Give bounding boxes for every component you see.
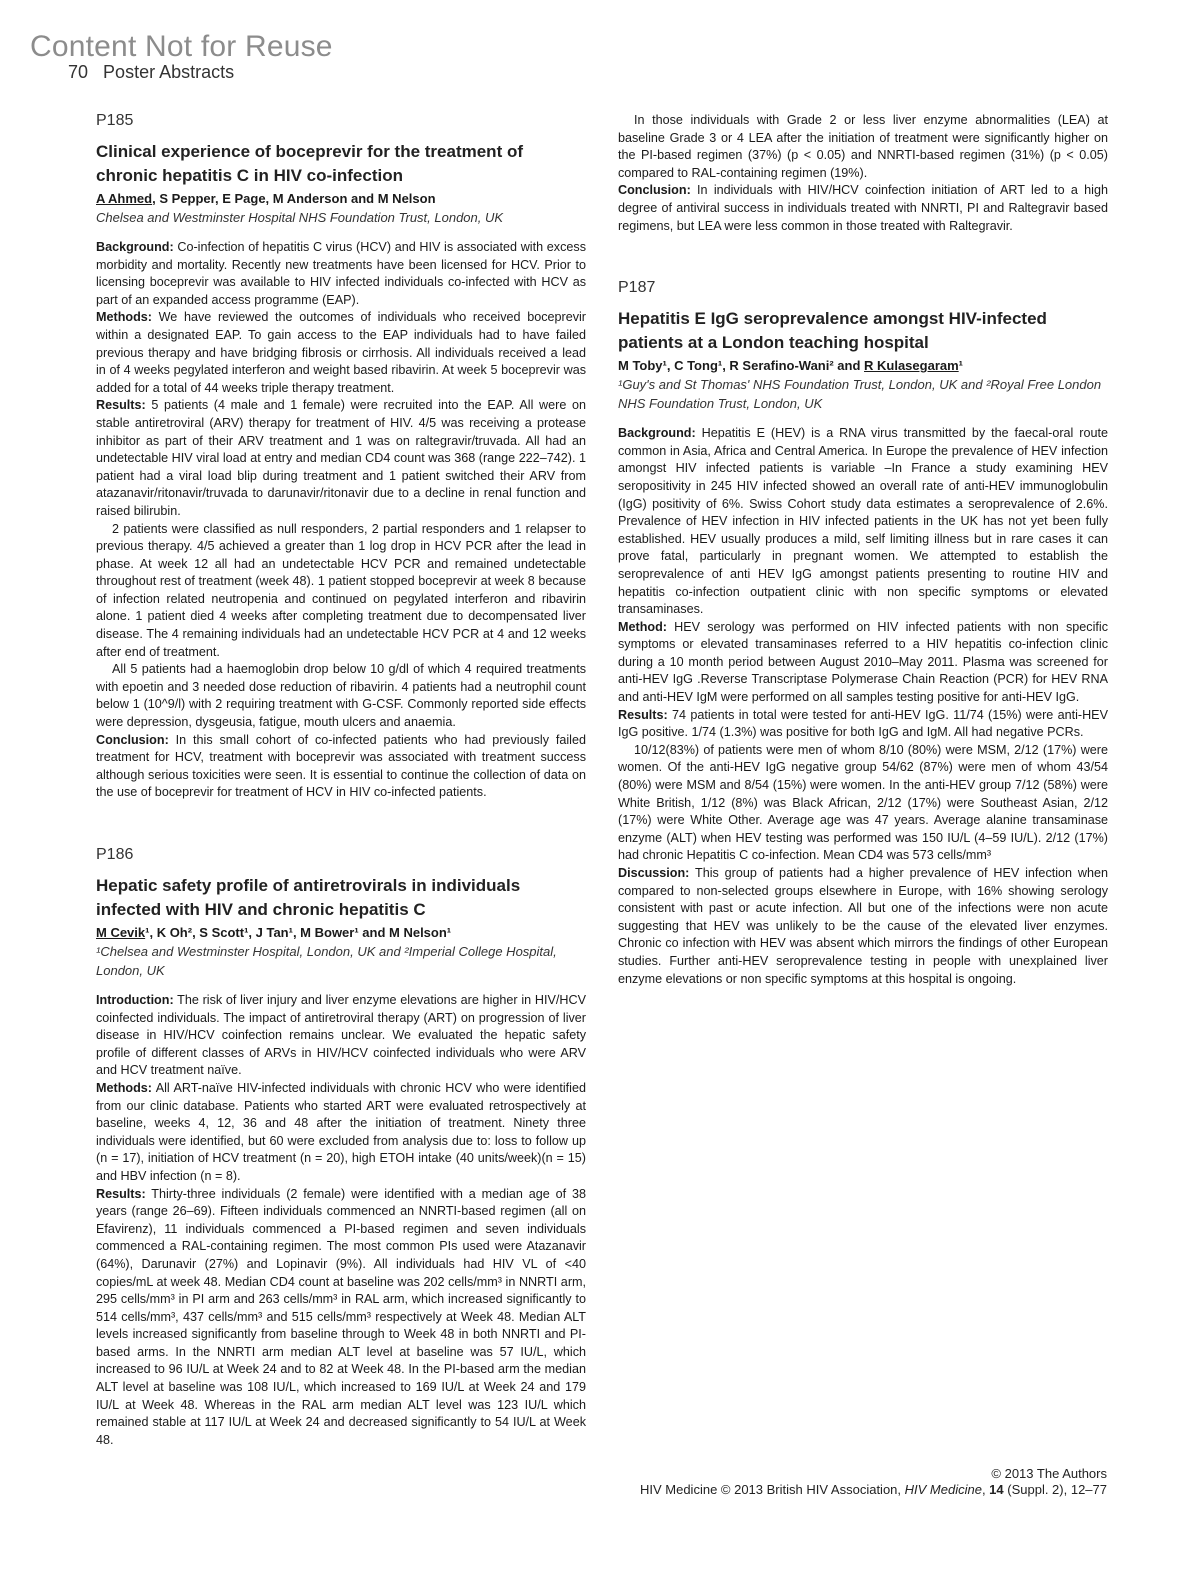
- section-results: [96, 397, 586, 520]
- section-results: [618, 707, 1108, 742]
- section-label: Methods:: [96, 1080, 152, 1095]
- section-label: Results:: [618, 707, 668, 722]
- issue-pages: (Suppl. 2), 12–77: [1003, 1482, 1107, 1497]
- section-label: Background:: [618, 426, 696, 441]
- section-text: We have reviewed the outcomes of individuals who received boceprevir within a designated EAP. To gain access to the EAP individuals had to have failed previous therapy and have bridging fibrosis or cirrhosis. All individuals received a lead in of 4 weeks pegylated interferon and weight based ribavirin. At week 5 boceprevir was added for a total of 44 weeks triple therapy treatment.: [96, 310, 586, 395]
- journal-citation: HIV Medicine © 2013 British HIV Association, HIV Medicine, 14 (Suppl. 2), 12–77: [639, 1482, 1107, 1497]
- section-title: Poster Abstracts: [103, 62, 235, 82]
- affiliation: Chelsea and Westminster Hospital NHS Foundation Trust, London, UK: [96, 210, 504, 225]
- abstract-id: P186: [96, 846, 134, 863]
- results-paragraph: 2 patients were classified as null responders, 2 partial responders and 1 relapser to previous therapy. 4/5 achieved a greater than 1 log drop in HCV PCR after the lead in phase. At week 12 all had an undetectable HCV PCR and remained undetectable throughout rest of treatment (week 48). 1 patient stopped boceprevir at week 8 because of infection related neutropenia and continued on pegylated interferon and ribavirin alone. 1 patient died 4 weeks after completing treatment due to decompensated liver disease. The 4 remaining individuals had an undetectable HCV PCR at 4 and 12 weeks after end of treatment.: [96, 521, 586, 659]
- running-head: [68, 62, 234, 83]
- section-text: Thirty-three individuals (2 female) were identified with a median age of 38 years (range 26–69). Fifteen individuals commenced an NNRTI-based regimen (all on Efavirenz), 11 individuals commenced a PI-based regimen and seven individuals commenced a RAL-containing regimen. The most common PIs used were Atazanavir (64%), Darunavir (27%) and Lopinavir (9%). All individuals had HIV VL of <40 copies/mL at week 48. Median CD4 count at baseline was 202 cells/mm³ in NNRTI arm, 295 cells/mm³ in PI arm and 263 cells/mm³ in RAL arm, which increased significantly to 514 cells/mm³, 437 cells/mm³ and 515 cells/mm³ respectively at Week 48. Median ALT levels increased significantly from baseline through to Week 48 in both NNRTI and PI-based arms. In the NNRTI arm median ALT level at baseline was 57 IU/L, which increased to 96 IU/L at Week 24 and to 82 at Week 48. In the PI-based arm the median ALT level at baseline was 108 IU/L, which increased to 169 IU/L at Week 24 and 179 IU/L at Week 48. Whereas in the RAL arm median ALT level was 123 IU/L which remained stable at 117 IU/L at Week 24 and decreased significantly to 54 IU/L at Week 48.: [96, 1186, 586, 1447]
- abstract-title: Hepatitis E IgG seroprevalence amongst HIV-infected patients at a London teaching hospital: [618, 309, 1047, 353]
- co-authors: ¹, K Oh², S Scott¹, J Tan¹, M Bower¹ and M Nelson¹: [145, 925, 452, 940]
- section-method: [618, 619, 1108, 707]
- abstract-id: P187: [618, 279, 656, 297]
- section-text: Co-infection of hepatitis C virus (HCV) and HIV is associated with excess morbidity and mortality. Recently new treatments have been licensed for HCV. Prior to licensing boceprevir was available to HIV infected individuals co-infected with HCV as part of an expanded access programme (EAP).: [96, 240, 586, 307]
- section-label: Conclusion:: [618, 183, 691, 198]
- results-paragraph: All 5 patients had a haemoglobin drop below 10 g/dl of which 4 required treatments with epoetin and 3 needed dose reduction of ribavirin. 4 patients had a neutrophil count below 1 (10^9/l) with 2 requiring treatment with G-CSF. Commonly reported side effects were depression, dysgeusia, fatigue, mouth ulcers and anaemia.: [96, 662, 586, 730]
- citation-prefix: HIV Medicine © 2013 British HIV Association,: [639, 1482, 905, 1497]
- section-text: All ART-naïve HIV-infected individuals with chronic HCV who were identified from our clinic database. Patients who started ART were evaluated retrospectively at baseline, weeks 4, 12, 36 and 48 after the initiation of treatment. Ninety three individuals were identified, but 60 were excluded from analysis due to: loss to follow up (n = 17), initiation of HCV treatment (n = 20), high ETOH intake (40 units/week)(n = 15) and HBV infection (n = 8).: [96, 1080, 586, 1183]
- co-authors: , S Pepper, E Page, M Anderson and M Nelson: [152, 191, 436, 206]
- right-column: [618, 112, 1108, 1032]
- section-text: The risk of liver injury and liver enzyme elevations are higher in HIV/HCV coinfected individuals. The impact of antiretroviral therapy (ART) on progression of liver disease in HIV/HCV coinfection remains unclear. We evaluated the hepatic safety profile of different classes of ARVs in HIV/HCV coinfected individuals who were ARV and HCV treatment naïve.: [96, 993, 586, 1078]
- journal-name: HIV Medicine: [904, 1482, 982, 1497]
- author-affiliation-mark: ¹: [958, 358, 964, 374]
- presenting-author: R Kulasegaram: [864, 358, 959, 374]
- section-text: 5 patients (4 male and 1 female) were recruited into the EAP. All were on stable antiretroviral (ARV) therapy for treatment of HIV. 4/5 was receiving a protease inhibitor as part of their ARV treatment and 1 was on raltegravir/truvada. All had an undetectable HIV viral load at entry and median CD4 count was 368 (range 222–742). 1 patient had a viral load blip during treatment and 1 patient switched their ARV from atazanavir/ritonavir/truvada to darunavir/ritonavir due to a decline in renal function and raised bilirubin.: [96, 398, 586, 518]
- abstract-id: P185: [96, 112, 134, 129]
- results-paragraph: 10/12(83%) of patients were men of whom 8/10 (80%) were MSM, 2/12 (17%) were women. Of the anti-HEV IgG negative group 54/62 (87%) were men of whom 43/54 (80%) were MSM and 8/54 (15%) were women. In the anti-HEV group 7/12 (58%) were White British, 1/12 (8%) was Black African, 2/12 (17%) were Southeast Asian, 2/12 (17%) were White Other. Average age was 47 years. Average alanine transaminase enzyme (ALT) when HEV testing was performed was 150 IU/L (4–59 IU/L). 2/12 (17%) had chronic Hepatitis C co-infection. Mean CD4 was 573 cells/mm³: [618, 742, 1108, 863]
- section-label: Discussion:: [618, 866, 690, 880]
- section-introduction: [96, 992, 586, 1080]
- abstract-p186: [96, 846, 586, 1449]
- section-conclusion: [96, 732, 586, 802]
- section-text: 74 patients in total were tested for anti-HEV IgG. 11/74 (15%) were anti-HEV IgG positive. 1/74 (1.3%) was positive for both IgG and IgM. All had negative PCRs.: [618, 707, 1108, 740]
- presenting-author: M Cevik: [96, 925, 146, 940]
- section-background: [618, 425, 1108, 619]
- section-label: Methods:: [96, 310, 152, 325]
- section-label: Introduction:: [96, 993, 174, 1007]
- section-text: In this small cohort of co-infected patients who had previously failed treatment for HCV, treatment with boceprevir was associated with treatment success although serious toxicities were seen. It is essential to continue the collection of data on the use of boceprevir for treatment of HCV in HIV co-infected patients.: [96, 732, 586, 800]
- section-label: Results:: [96, 398, 146, 413]
- section-text: HEV serology was performed on HIV infected patients with non specific symptoms or elevated transaminases referred to a HIV hepatitis co-infection clinic during a 10 month period between August 2010–May 2011. Plasma was screened for anti-HEV IgG .Reverse Transcriptase Polymerase Chain Reaction (PCR) for HEV RNA and anti-HEV IgM were performed on all samples testing positive for anti-HEV IgG.: [618, 619, 1108, 705]
- section-text: In individuals with HIV/HCV coinfection initiation of ART led to a high degree of antiviral success in individuals treated with NNRTI, PI and Raltegravir based regimens, but LEA were less common in those treated with Raltegravir.: [618, 183, 1108, 233]
- copyright-line: © 2013 The Authors: [991, 1466, 1107, 1481]
- author-list: [618, 357, 1108, 375]
- section-label: Conclusion:: [96, 732, 169, 747]
- section-methods: [96, 309, 586, 397]
- abstract-title: Clinical experience of boceprevir for the treatment of chronic hepatitis C in HIV co-infection: [96, 142, 524, 185]
- presenting-author: A Ahmed: [96, 191, 153, 206]
- watermark-text: Content Not for Reuse: [30, 30, 333, 63]
- affiliation: ¹Chelsea and Westminster Hospital, London, UK and ²Imperial College Hospital, London, UK: [96, 944, 557, 978]
- section-text: This group of patients had a higher prevalence of HEV infection when compared to non-selected groups elsewhere in Europe, with 16% showing serology consistent with past or acute infection. All but one of the infections were non acute suggesting that HEV was unlikely to be the cause of the elevated liver enzymes. Chronic co infection with HEV was absent which mirrors the findings of other European studies. Further anti-HEV seroprevalence testing in people with unexplained liver enzyme elevations or non specific symptoms at this hospital is ongoing.: [618, 866, 1108, 986]
- left-column: [96, 112, 586, 1493]
- section-methods: [96, 1080, 586, 1186]
- section-results: [96, 1186, 586, 1450]
- abstract-p186-continued: [618, 112, 1108, 235]
- section-discussion: [618, 865, 1108, 988]
- section-label: Background:: [96, 240, 174, 254]
- author-list: [96, 924, 586, 942]
- journal-volume: 14: [989, 1482, 1004, 1497]
- section-background: [96, 239, 586, 309]
- affiliation: ¹Guy's and St Thomas' NHS Foundation Trust, London, UK and ²Royal Free London NHS Foundation Trust, London, UK: [618, 377, 1102, 412]
- page-number: 70: [68, 62, 89, 82]
- abstract-title: Hepatic safety profile of antiretrovirals in individuals infected with HIV and chronic hepatitis C: [96, 876, 521, 919]
- abstract-p185: [96, 112, 586, 802]
- abstract-p187: [618, 279, 1108, 988]
- page-footer: [640, 1466, 1107, 1498]
- section-text: Hepatitis E (HEV) is a RNA virus transmitted by the faecal-oral route common in Asia, Africa and Central America. In Europe the prevalence of HEV infection amongst HIV infected patients is variable –In France a study examining HEV seropositivity in 245 HIV infected showed an overall rate of anti-HEV immunoglobulin (IgG) positivity of 6%. Swiss Cohort study data estimates a seroprevalence of 2.6%. Prevalence of HEV infection in HIV infected patients in the UK has not yet been fully established. HEV usually produces a mild, self limiting illness but in rare cases it can prove fatal, particularly in pregnant women. We attempted to establish the seroprevalence of anti HEV IgG amongst patients presenting to routine HIV and hepatitis co-infection outpatient clinic with non specific symptoms or elevated transaminases.: [618, 426, 1108, 617]
- section-label: Method:: [618, 619, 667, 634]
- section-label: Results:: [96, 1186, 146, 1201]
- results-paragraph: In those individuals with Grade 2 or less liver enzyme abnormalities (LEA) at baseline Grade 3 or 4 LEA after the initiation of treatment were significantly higher on the PI-based regimen (37%) (p < 0.05) and NNRTI-based regimen (31%) (p < 0.05) compared to RAL-containing regimen (19%).: [618, 113, 1108, 180]
- co-authors: M Toby¹, C Tong¹, R Serafino-Wani² and: [618, 358, 865, 374]
- author-list: [96, 190, 586, 208]
- section-conclusion: [618, 182, 1108, 235]
